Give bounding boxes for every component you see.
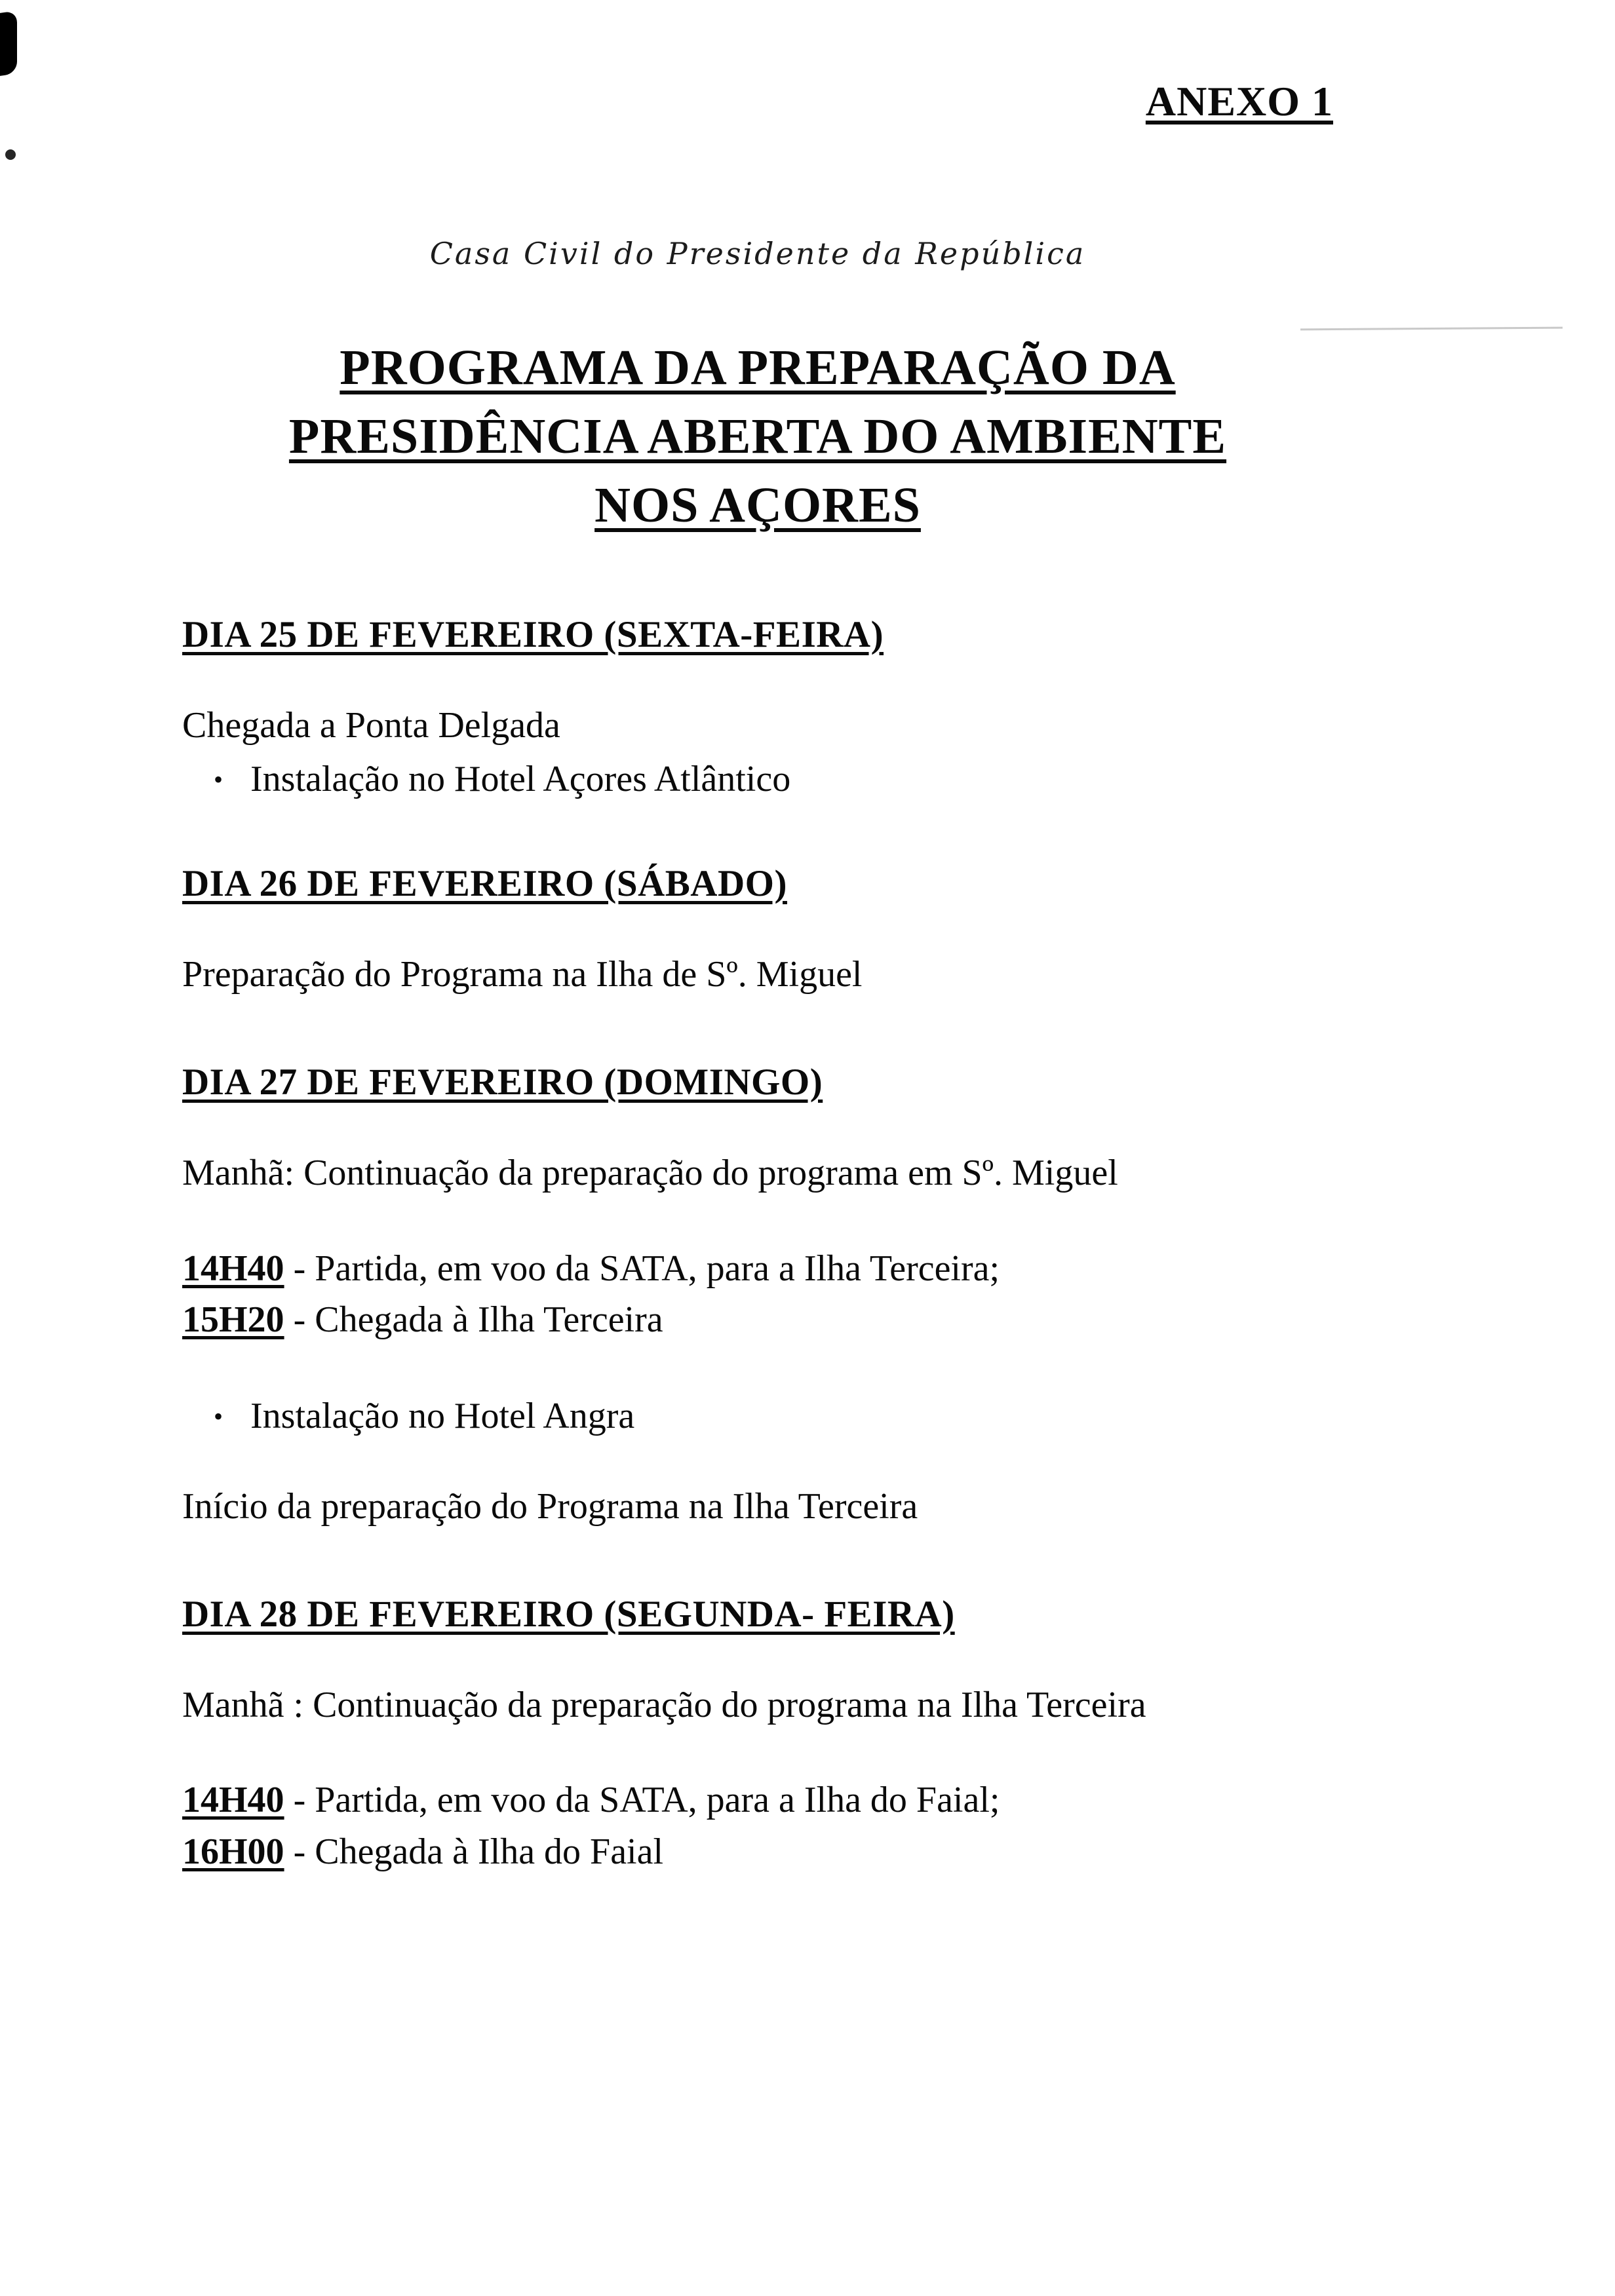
title-line-3: NOS AÇORES [594,477,921,533]
day-section-25 [182,613,1333,801]
time-label: 14H40 [182,1248,284,1290]
time-label: 14H40 [182,1780,284,1821]
bullet-text: Instalação no Hotel Açores Atlântico [250,759,791,800]
scan-artifact-corner [0,10,17,76]
document-title [182,334,1333,540]
title-line-2: PRESIDÊNCIA ABERTA DO AMBIENTE [288,408,1227,464]
bullet-text: Instalação no Hotel Angra [250,1395,635,1436]
time-schedule [182,1243,1333,1346]
paragraph: Preparação do Programa na Ilha de Sº. Miguel [182,954,863,995]
time-text: - Chegada à Ilha do Faial [284,1831,664,1872]
section-heading: DIA 25 DE FEVEREIRO (SEXTA-FEIRA) [182,613,884,655]
section-heading: DIA 27 DE FEVEREIRO (DOMINGO) [182,1062,823,1103]
bullet-icon: • [214,1401,224,1431]
annex-label: ANEXO 1 [1145,78,1333,124]
day-section-26 [182,862,1333,999]
paragraph: Manhã : Continuação da preparação do programa na Ilha Terceira [182,1684,1146,1725]
paragraph: Início da preparação do Programa na Ilha Terceira [182,1485,918,1527]
time-line [182,1294,1333,1345]
section-heading: DIA 26 DE FEVEREIRO (SÁBADO) [182,863,787,905]
letterhead-script: Casa Civil do Presidente da República [429,236,1086,271]
bullet-item [182,1395,1333,1437]
section-heading: DIA 28 DE FEVEREIRO (SEGUNDA- FEIRA) [182,1593,955,1635]
bullet-item [182,758,1333,800]
time-text: - Partida, em voo da SATA, para a Ilha do Faial; [284,1780,1000,1821]
day-section-28 [182,1593,1333,1878]
scan-artifact-dot [5,149,16,160]
time-line [182,1774,1333,1826]
time-label: 15H20 [182,1299,284,1341]
time-label: 16H00 [182,1831,284,1872]
paragraph: Manhã: Continuação da preparação do programa em Sº. Miguel [182,1153,1118,1194]
time-text: - Partida, em voo da SATA, para a Ilha Terceira; [284,1248,1000,1290]
time-schedule [182,1774,1333,1877]
time-line [182,1243,1333,1294]
day-section-27 [182,1061,1333,1530]
title-line-1: PROGRAMA DA PREPARAÇÃO DA [340,340,1176,395]
paragraph: Chegada a Ponta Delgada [182,704,560,746]
time-text: - Chegada à Ilha Terceira [284,1299,663,1341]
bullet-icon: • [214,765,224,795]
time-line [182,1826,1333,1877]
